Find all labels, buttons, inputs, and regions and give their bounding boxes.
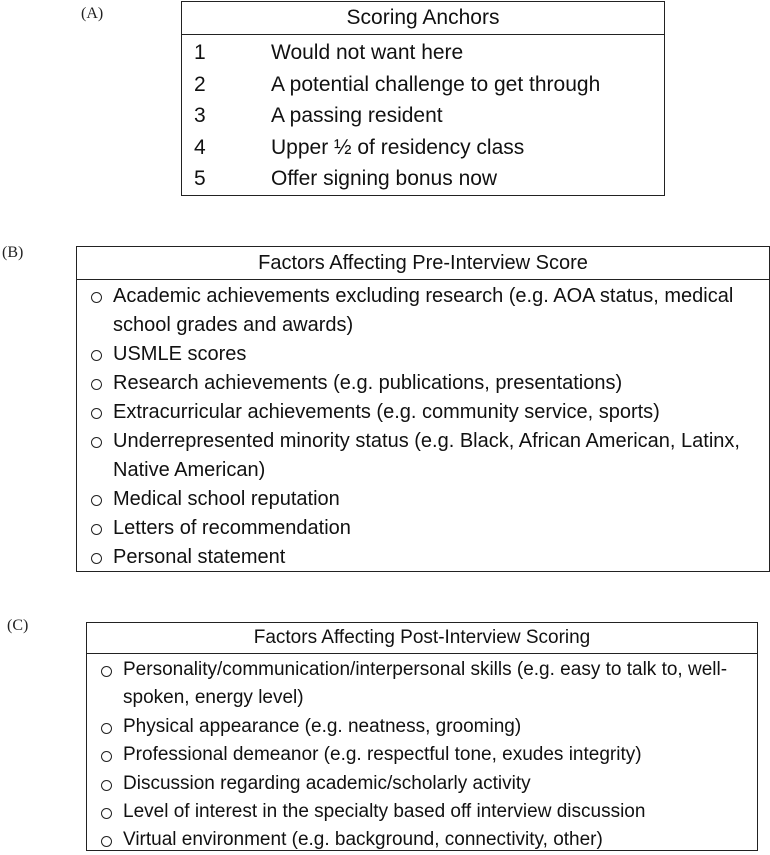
anchor-text: Offer signing bonus now [271,167,498,190]
circle-bullet-icon [87,770,123,791]
list-item [87,798,757,826]
factor-text: Research achievements (e.g. publications, presentations) [113,372,623,394]
list-item [87,713,757,741]
anchor-row [182,37,664,69]
list-item [77,369,769,398]
post-interview-factors-title: Factors Affecting Post-Interview Scoring [87,623,757,654]
list-item [77,485,769,514]
list-item [87,656,757,713]
post-interview-factors-box [86,622,758,851]
factor-text: Underrepresented minority status (e.g. Black, African American, Latinx, Native American) [113,430,740,481]
circle-bullet-icon [87,656,123,677]
factor-text: Personality/communication/interpersonal skills (e.g. easy to talk to, well-spoken, energy level) [123,659,728,709]
circle-bullet-icon [77,369,113,390]
circle-bullet-icon [77,543,113,564]
list-item [77,398,769,427]
panel-c-label: (C) [7,617,29,634]
circle-bullet-icon [87,741,123,762]
scoring-anchors-title: Scoring Anchors [182,2,664,35]
pre-interview-factors-title: Factors Affecting Pre-Interview Score [77,247,769,280]
anchor-score: 1 [194,41,206,64]
list-item [77,543,769,572]
scoring-anchors-list [182,35,664,195]
circle-bullet-icon [87,713,123,734]
factor-text: Physical appearance (e.g. neatness, grooming) [123,715,522,737]
anchor-text: A passing resident [271,104,443,127]
factor-text: Personal statement [113,546,286,568]
list-item [87,770,757,798]
factor-text: Medical school reputation [113,488,340,510]
anchor-row [182,163,664,195]
circle-bullet-icon [77,427,113,448]
list-item [77,282,769,340]
circle-bullet-icon [77,514,113,535]
list-item [87,826,757,854]
anchor-row [182,100,664,132]
list-item [77,427,769,485]
anchor-score: 3 [194,104,206,127]
circle-bullet-icon [77,282,113,303]
anchor-score: 5 [194,167,206,190]
anchor-row [182,69,664,101]
factor-text: Virtual environment (e.g. background, connectivity, other) [123,829,603,851]
post-interview-factors-list [87,654,757,855]
panel-a-label: (A) [81,5,104,22]
circle-bullet-icon [87,826,123,847]
list-item [87,741,757,769]
factor-text: Level of interest in the specialty based off interview discussion [123,801,646,823]
pre-interview-factors-box [76,246,770,572]
factor-text: USMLE scores [113,343,247,365]
anchor-text: Upper ½ of residency class [271,135,525,159]
panel-b-label: (B) [2,244,24,261]
anchor-row [182,132,664,164]
list-item [77,340,769,369]
anchor-score: 4 [194,135,206,159]
factor-text: Academic achievements excluding research (e.g. AOA status, medical school grades and awards) [113,285,734,336]
anchor-text: Would not want here [271,41,464,64]
factor-text: Professional demeanor (e.g. respectful tone, exudes integrity) [123,744,642,766]
factor-text: Extracurricular achievements (e.g. community service, sports) [113,401,660,423]
circle-bullet-icon [77,340,113,361]
circle-bullet-icon [77,398,113,419]
anchor-score: 2 [194,72,206,96]
factor-text: Letters of recommendation [113,517,351,539]
factor-text: Discussion regarding academic/scholarly activity [123,772,531,794]
anchor-text: A potential challenge to get through [271,72,601,96]
scoring-anchors-box [181,1,665,196]
circle-bullet-icon [87,798,123,819]
pre-interview-factors-list [77,280,769,572]
circle-bullet-icon [77,485,113,506]
list-item [77,514,769,543]
